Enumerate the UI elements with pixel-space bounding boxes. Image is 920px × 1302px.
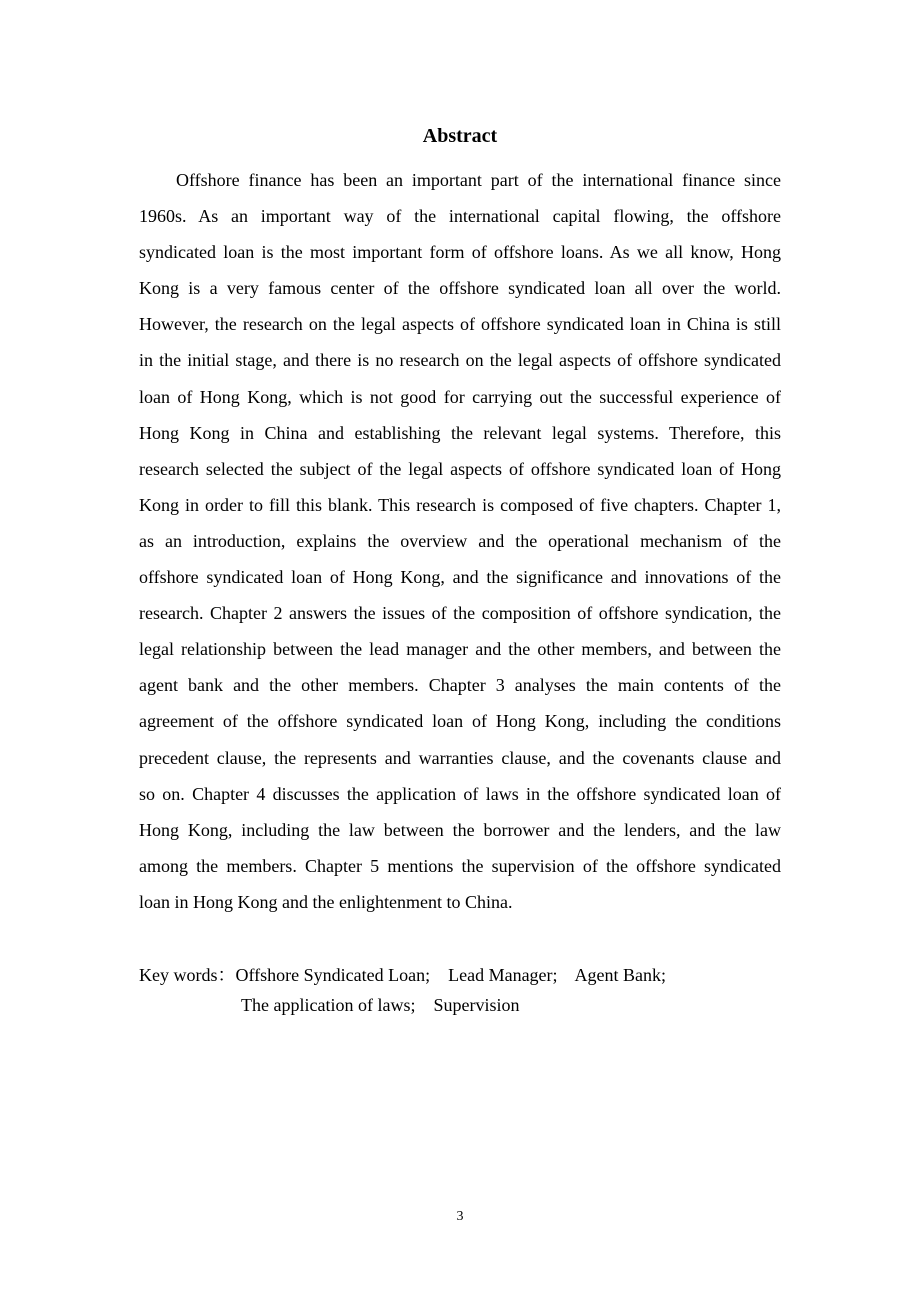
paragraph-line: among the members. Chapter 5 mentions the supervision of the offshore syndicated bbox=[139, 855, 781, 876]
keywords-line-continued: The application of laws; Supervision bbox=[241, 995, 520, 1015]
paragraph-line: 1960s. As an important way of the international capital flowing, the offshore bbox=[139, 206, 781, 227]
paragraph-line: loan in Hong Kong and the enlightenment to China. bbox=[139, 891, 513, 912]
paragraph-line: research. Chapter 2 answers the issues of the composition of offshore syndication, the bbox=[139, 603, 781, 624]
paragraph-line: Kong in order to fill this blank. This research is composed of five chapters. Chapter 1, bbox=[139, 494, 781, 515]
paragraph-line: loan of Hong Kong, which is not good for carrying out the successful experience of bbox=[139, 386, 781, 407]
page-number: 3 bbox=[456, 1209, 464, 1224]
paragraph-line: research selected the subject of the legal aspects of offshore syndicated loan of Hong bbox=[139, 458, 781, 479]
paragraph-line: However, the research on the legal aspects of offshore syndicated loan in China is still bbox=[139, 314, 781, 335]
paragraph-line: offshore syndicated loan of Hong Kong, and the significance and innovations of the bbox=[139, 567, 781, 588]
paragraph-line: so on. Chapter 4 discusses the application of laws in the offshore syndicated loan of bbox=[139, 783, 781, 804]
abstract-paragraph bbox=[139, 162, 781, 920]
keywords-line: Key words：Offshore Syndicated Loan; Lead Manager; Agent Bank; bbox=[139, 965, 667, 985]
paragraph-line: Hong Kong in China and establishing the relevant legal systems. Therefore, this bbox=[139, 422, 781, 443]
paragraph-line: agent bank and the other members. Chapter 3 analyses the main contents of the bbox=[139, 675, 781, 696]
paragraph-line: Offshore finance has been an important part of the international finance since bbox=[176, 170, 781, 190]
paragraph-line: as an introduction, explains the overview and the operational mechanism of the bbox=[139, 530, 781, 551]
paragraph-line: legal relationship between the lead manager and the other members, and between the bbox=[139, 639, 781, 660]
paragraph-line: agreement of the offshore syndicated loan of Hong Kong, including the conditions bbox=[139, 711, 781, 732]
paragraph-line: in the initial stage, and there is no research on the legal aspects of offshore syndicated bbox=[139, 350, 781, 371]
keywords-section bbox=[139, 960, 781, 1020]
page-title: Abstract bbox=[422, 125, 498, 147]
paragraph-line: precedent clause, the represents and warranties clause, and the covenants clause and bbox=[139, 747, 781, 768]
paragraph-line: Kong is a very famous center of the offshore syndicated loan all over the world. bbox=[139, 278, 781, 299]
paragraph-line: Hong Kong, including the law between the borrower and the lenders, and the law bbox=[139, 819, 781, 840]
paragraph-line: syndicated loan is the most important form of offshore loans. As we all know, Hong bbox=[139, 242, 781, 263]
